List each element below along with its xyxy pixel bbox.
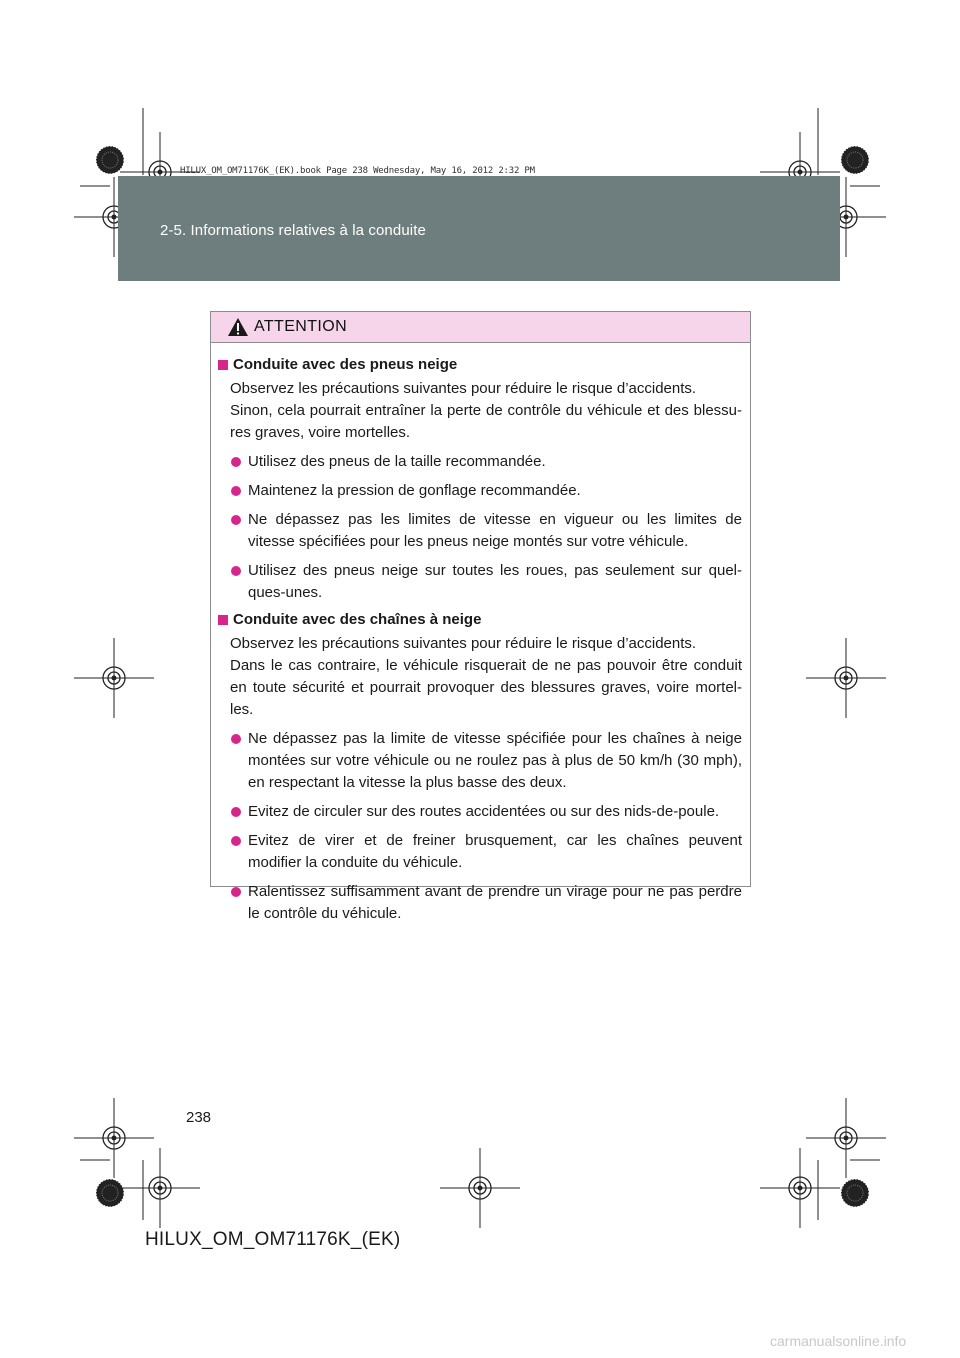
list-item [218,728,742,794]
list-item-text: Ralentissez suffisamment avant de prendre un virage pour ne pas perdre le contrôle du véhicule. [248,883,742,922]
list-item-text: Evitez de circuler sur des routes accidentées ou sur des nids-de-poule. [248,803,720,820]
caution-body [211,343,750,925]
warning-triangle-icon [227,317,249,337]
list-item-text: Ne dépassez pas les limites de vitesse en vigueur ou les limites de vitesse spécifiées pour les pneus neige montés sur votre véhicule. [248,511,742,550]
round-bullet-icon [231,486,241,496]
round-bullet-icon [231,836,241,846]
intro-paragraph: Dans le cas contraire, le véhicule risquerait de ne pas pouvoir être conduit en toute sécurité et pourrait provoquer des blessures graves, voire mortel-les. [230,657,742,718]
list-item [218,560,742,604]
print-slug: HILUX_OM_OM71176K_(EK).book Page 238 Wednesday, May 16, 2012 2:32 PM [180,166,535,176]
section-heading-snow-chains [218,609,742,631]
heading-text: Conduite avec des chaînes à neige [233,611,482,628]
list-item [218,480,742,502]
round-bullet-icon [231,515,241,525]
round-bullet-icon [231,807,241,817]
list-item [218,881,742,925]
caution-box [210,311,751,922]
section-heading-snow-tires [218,354,742,376]
intro-paragraph: Sinon, cela pourrait entraîner la perte de contrôle du véhicule et des blessu-res graves, voire mortelles. [230,402,742,441]
round-bullet-icon [231,887,241,897]
caution-header [211,312,750,343]
list-item [218,801,742,823]
list-item-text: Utilisez des pneus neige sur toutes les roues, pas seulement sur quel-ques-unes. [248,562,742,601]
round-bullet-icon [231,734,241,744]
document-code: HILUX_OM_OM71176K_(EK) [145,1229,401,1250]
square-bullet-icon [218,360,228,370]
section-title: 2-5. Informations relatives à la conduite [160,222,426,239]
heading-text: Conduite avec des pneus neige [233,356,458,373]
list-item-text: Evitez de virer et de freiner brusquement, car les chaînes peuvent modifier la conduite du véhicule. [248,832,742,871]
list-item-text: Ne dépassez pas la limite de vitesse spécifiée pour les chaînes à neige montées sur votre véhicule ou ne roulez pas à plus de 50 km/h (30 mph), en respectant la vitesse la plus basse des deux. [248,730,742,791]
watermark: carmanualsonline.info [770,1333,907,1349]
page-number: 238 [186,1109,212,1126]
round-bullet-icon [231,457,241,467]
list-item-text: Utilisez des pneus de la taille recommandée. [248,453,546,470]
caution-title: ATTENTION [254,318,348,335]
list-item [218,509,742,553]
intro-paragraph: Observez les précautions suivantes pour réduire le risque d’accidents. [230,635,697,652]
intro-paragraph: Observez les précautions suivantes pour réduire le risque d’accidents. [230,380,697,397]
square-bullet-icon [218,615,228,625]
list-item [218,451,742,473]
list-item [218,830,742,874]
round-bullet-icon [231,566,241,576]
list-item-text: Maintenez la pression de gonflage recommandée. [248,482,581,499]
